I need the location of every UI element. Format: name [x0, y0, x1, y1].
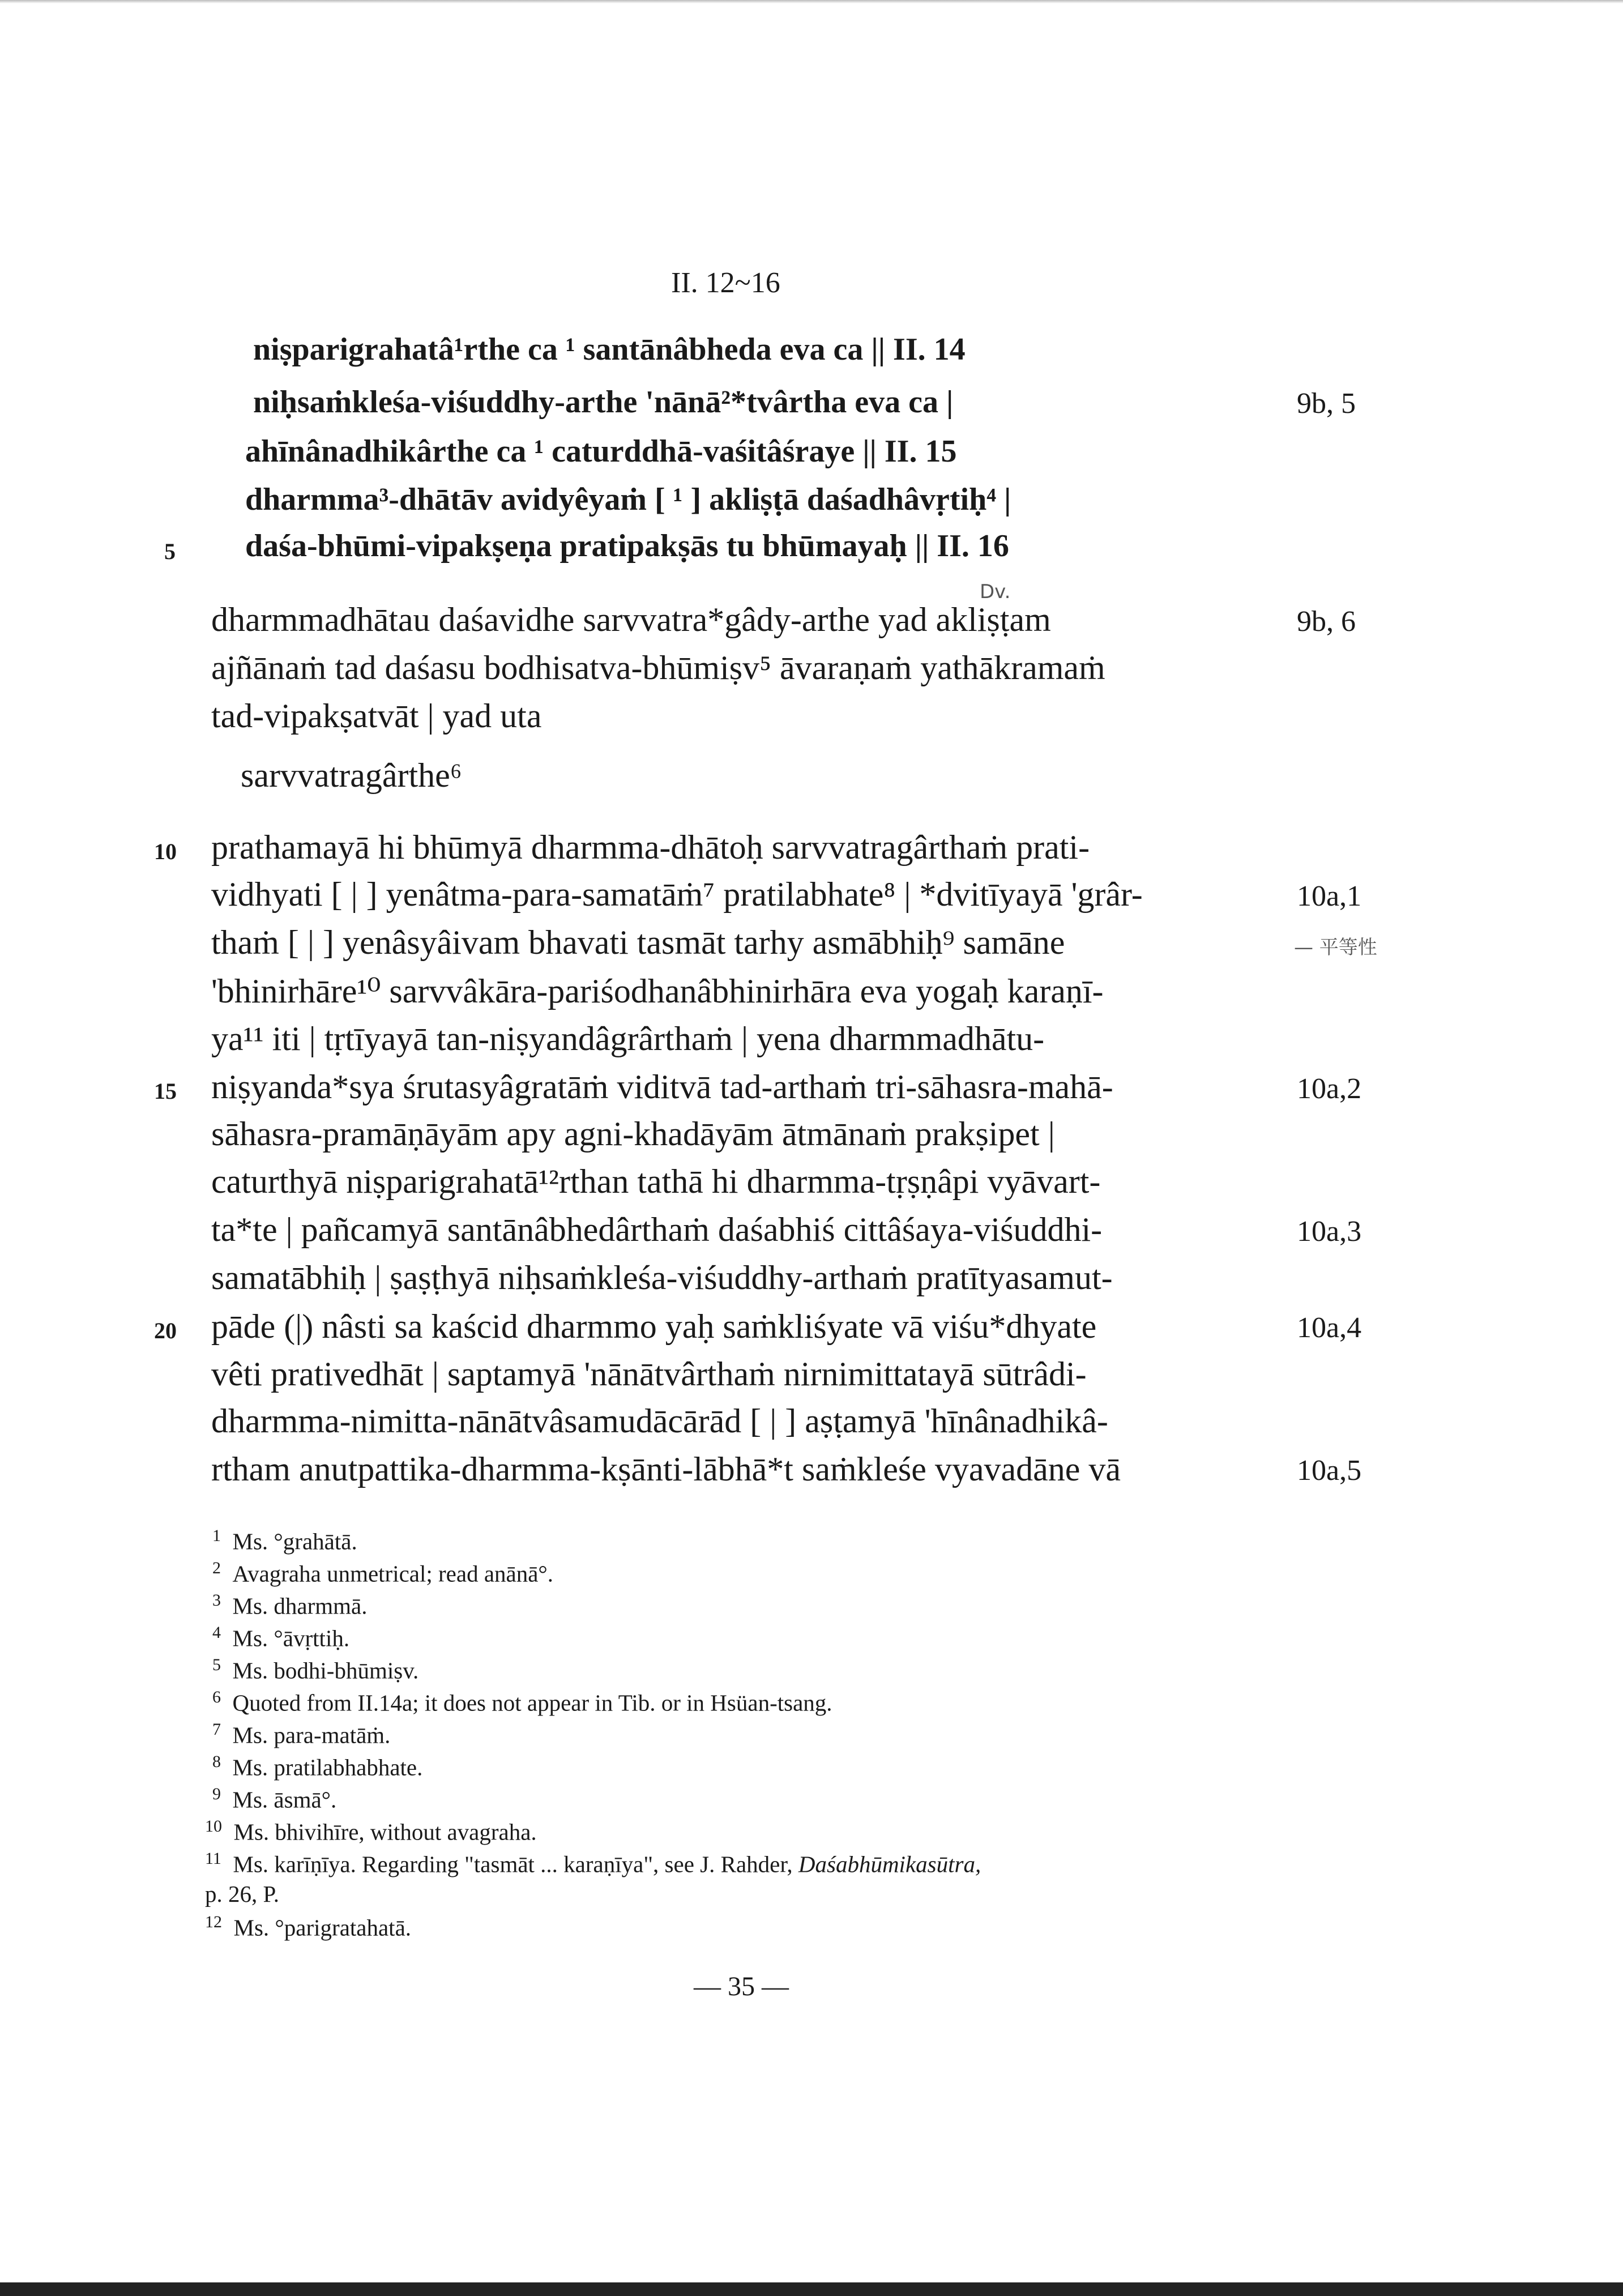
prose-line: sarvvatragârthe⁶: [241, 757, 462, 794]
manuscript-ref: 9b, 5: [1297, 387, 1356, 420]
line-number: 10: [154, 839, 177, 864]
prose-line: prathamayā hi bhūmyā dharmma-dhātoḥ sarvvatragârthaṁ prati-: [211, 829, 1090, 866]
page-number: — 35 —: [694, 1971, 789, 2001]
footnote: $^8$ Ms. pratilabhabhate.: [212, 1752, 423, 1781]
manuscript-ref: 10a,5: [1297, 1454, 1362, 1487]
page-header: II. 12~16: [671, 267, 780, 299]
footnote: $^2$ Avagraha unmetrical; read anānā°.: [212, 1559, 554, 1587]
footnote: $^6$ Quoted from II.14a; it does not appear in Tib. or in Hsüan-tsang.: [212, 1688, 832, 1716]
prose-line: dharmma-nimitta-nānātvâsamudācārād [ | ] aṣṭamyā 'hīnânadhikâ-: [211, 1402, 1108, 1440]
footnote: $^4$ Ms. °āvṛttiḥ.: [212, 1623, 350, 1651]
verse-line: ahīnânadhikârthe ca ¹ caturddhā-vaśitâśraye || II. 15: [245, 434, 957, 469]
verse-line: niṣparigrahatâ¹rthe ca ¹ santānâbheda eva ca || II. 14: [253, 332, 966, 367]
top-edge: [0, 0, 1623, 3]
verse-line: daśa-bhūmi-vipakṣeṇa pratipakṣās tu bhūmayaḥ || II. 16: [245, 528, 1009, 564]
prose-line: samatābhiḥ | ṣaṣṭhyā niḥsaṁkleśa-viśuddhy-arthaṁ pratītyasamut-: [211, 1259, 1113, 1296]
prose-line: ya¹¹ iti | tṛtīyayā tan-niṣyandâgrârthaṁ | yena dharmmadhātu-: [211, 1020, 1045, 1057]
prose-line: ta*te | pañcamyā santānâbhedârthaṁ daśabhiś cittâśaya-viśuddhi-: [211, 1211, 1103, 1248]
line-number: 15: [154, 1078, 177, 1104]
prose-line: niṣyanda*sya śrutasyâgratāṁ viditvā tad-arthaṁ tri-sāhasra-mahā-: [211, 1068, 1113, 1106]
manuscript-ref: 10a,4: [1297, 1312, 1362, 1344]
line-number: 5: [164, 539, 176, 564]
verse-line: dharmma³-dhātāv avidyêyaṁ [ ¹ ] akliṣṭā daśadhâvṛtiḥ⁴ |: [245, 482, 1011, 517]
footnote-continuation: p. 26, P.: [205, 1881, 280, 1907]
prose-line: 'bhinirhāre¹⁰ sarvvâkāra-pariśodhanâbhinirhāra eva yogaḥ karaṇī-: [211, 972, 1104, 1010]
prose-line: ajñānaṁ tad daśasu bodhisatva-bhūmiṣv⁵ āvaraṇaṁ yathākramaṁ: [211, 649, 1105, 686]
manuscript-ref: 9b, 6: [1297, 605, 1356, 638]
manuscript-ref: 10a,1: [1297, 880, 1362, 912]
prose-line: pāde (|) nâsti sa kaścid dharmmo yaḥ saṁkliśyate vā viśu*dhyate: [211, 1308, 1097, 1345]
prose-line: tad-vipakṣatvāt | yad uta: [211, 697, 542, 735]
footnote: $^9$ Ms. āsmā°.: [212, 1785, 337, 1813]
footnote: $^5$ Ms. bodhi-bhūmiṣv.: [212, 1655, 419, 1684]
manuscript-ref: 10a,2: [1297, 1073, 1362, 1105]
footnote: $^{12}$ Ms. °parigratahatā.: [205, 1913, 412, 1941]
footnote: $^{10}$ Ms. bhivihīre, without avagraha.: [205, 1817, 537, 1845]
prose-line: rtham anutpattika-dharmma-kṣānti-lābhā*t saṁkleśe vyavadāne vā: [211, 1450, 1121, 1488]
footnote-book-title: Daśabhūmikasūtra,: [798, 1851, 981, 1877]
prose-line: vêti prativedhāt | saptamyā 'nānātvârthaṁ nirnimittatayā sūtrâdi-: [211, 1355, 1087, 1393]
verse-line: niḥsaṁkleśa-viśuddhy-arthe 'nānā²*tvârtha eva ca |: [253, 385, 954, 420]
handwritten-note: Dv.: [980, 581, 1011, 603]
prose-line: vidhyati [ | ] yenâtma-para-samatāṁ⁷ pratilabhate⁸ | *dvitīyayā 'grâr-: [211, 876, 1143, 913]
bottom-edge: [0, 2282, 1623, 2296]
manuscript-ref: 10a,3: [1297, 1215, 1362, 1248]
handwritten-margin-note: — 平等性: [1294, 936, 1377, 959]
line-number: 20: [154, 1318, 177, 1343]
footnote: $^1$ Ms. °grahātā.: [212, 1526, 357, 1555]
prose-line: caturthyā niṣparigrahatā¹²rthan tathā hi dharmma-tṛṣṇâpi vyāvart-: [211, 1163, 1101, 1200]
footnote: $^{11}$ Ms. karīṇīya. Regarding "tasmāt ... karaṇīya", see J. Rahder, Daśabhūmikasūtra,: [205, 1849, 981, 1877]
prose-line: sāhasra-pramāṇāyām apy agni-khadāyām ātmānaṁ prakṣipet |: [211, 1115, 1055, 1153]
prose-line: thaṁ [ | ] yenâsyâivam bhavati tasmāt tarhy asmābhiḥ⁹ samāne: [211, 924, 1065, 961]
footnote: $^3$ Ms. dharmmā.: [212, 1591, 368, 1619]
footnote: $^7$ Ms. para-matāṁ.: [212, 1720, 391, 1748]
prose-line: dharmmadhātau daśavidhe sarvvatra*gâdy-arthe yad akliṣṭam: [211, 601, 1051, 638]
